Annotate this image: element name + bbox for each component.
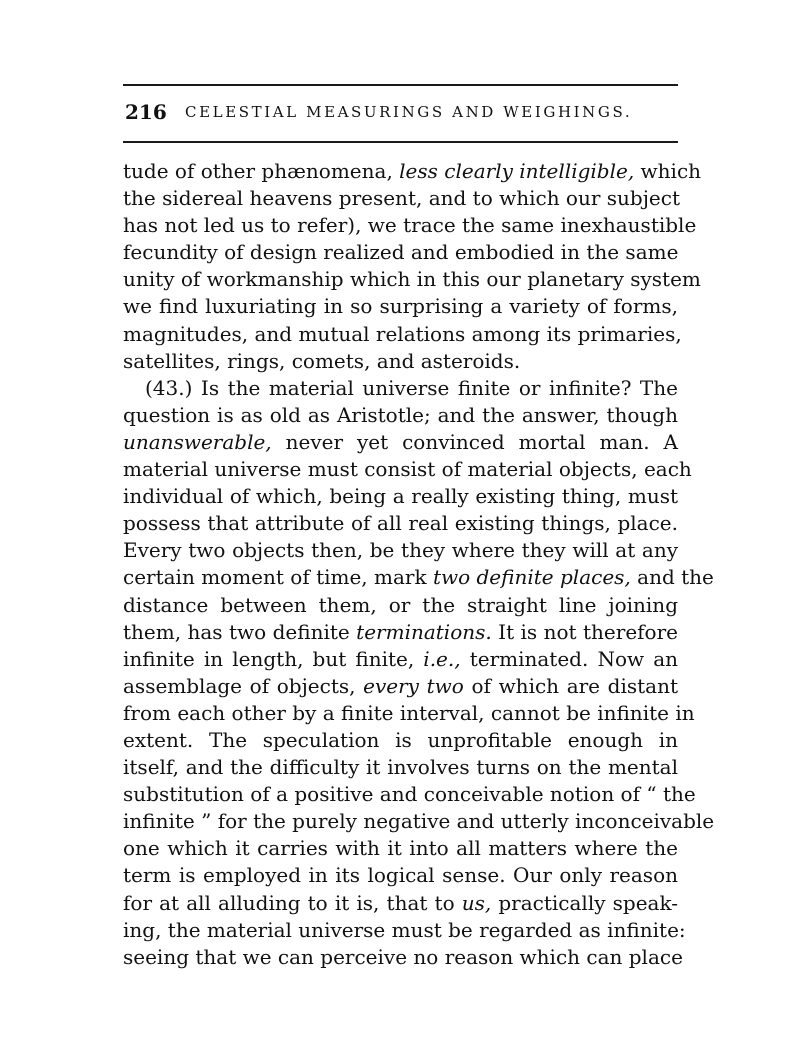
text-line: [123, 212, 697, 239]
text-segment: one which it carries with it into all matters where the: [123, 836, 678, 861]
text-line: [123, 944, 683, 971]
text-line: [123, 700, 695, 727]
text-line: [123, 239, 678, 266]
text-line: [123, 890, 678, 917]
text-line: [123, 158, 702, 185]
italic-text: i.e.,: [423, 646, 461, 671]
text-segment: possess that attribute of all real existing things, place.: [123, 511, 678, 536]
text-segment: distance between them, or the straight line joining: [123, 592, 678, 617]
italic-text: us,: [461, 890, 492, 915]
text-line: [123, 564, 714, 591]
text-segment: term is employed in its logical sense. Our only reason: [123, 863, 678, 888]
text-segment: has not led us to refer), we trace the same inexhaustible: [123, 213, 697, 238]
text-line: [123, 808, 715, 835]
text-segment: the sidereal heavens present, and to which our subject: [123, 186, 680, 211]
text-segment: fecundity of design realized and embodied in the same: [123, 240, 679, 265]
text-line: [123, 619, 678, 646]
text-line: [123, 673, 678, 700]
text-segment: question is as old as Aristotle; and the answer, though: [123, 402, 678, 427]
text-line: [123, 727, 678, 754]
text-segment: which: [634, 159, 702, 183]
text-segment: for at all alluding to it is, that to: [123, 890, 462, 915]
text-line: [123, 917, 686, 944]
text-segment: material universe must consist of material objects, each: [123, 457, 692, 482]
italic-text: less clearly intelligible,: [399, 159, 635, 183]
header-rule-bottom: [123, 141, 678, 143]
text-line: [123, 185, 678, 212]
text-segment: It is not therefore: [491, 619, 678, 644]
text-segment: ing, the material universe must be regarded as infinite:: [123, 917, 686, 942]
text-line: [123, 592, 678, 619]
text-segment: tude of other phænomena,: [123, 159, 400, 183]
text-segment: from each other by a finite interval, cannot be infinite in: [123, 700, 695, 725]
text-segment: seeing that we can perceive no reason which can place: [123, 944, 683, 969]
running-header: [123, 100, 678, 128]
header-rule-top: [123, 84, 678, 86]
text-segment: infinite in length, but finite,: [123, 646, 424, 671]
text-line: [123, 646, 678, 673]
text-line: [123, 375, 678, 402]
text-segment: infinite ” for the purely negative and utterly inconceivable: [123, 809, 715, 834]
text-line: [123, 754, 678, 781]
body-text: [123, 158, 715, 971]
text-segment: extent. The speculation is unprofitable enough in: [123, 727, 678, 752]
text-segment: assemblage of objects,: [123, 673, 364, 698]
italic-text: unanswerable,: [123, 429, 272, 454]
text-segment: satellites, rings, comets, and asteroids.: [123, 348, 521, 373]
italic-text: terminations.: [356, 619, 492, 644]
text-line: [123, 862, 678, 889]
text-segment: unity of workmanship which in this our planetary system: [123, 267, 701, 292]
text-line: [123, 402, 678, 429]
text-segment: of which are distant: [463, 673, 678, 698]
text-line: [123, 293, 678, 320]
text-segment: substitution of a positive and conceivable notion of “ the: [123, 782, 696, 807]
text-line: [123, 483, 678, 510]
text-segment: certain moment of time, mark: [123, 565, 433, 590]
text-line: [123, 321, 682, 348]
text-segment: them, has two definite: [123, 619, 357, 644]
text-line: [123, 510, 678, 537]
text-line: [123, 348, 678, 375]
text-segment: (43.) Is the material universe finite or infinite? The: [145, 375, 678, 400]
italic-text: every two: [363, 673, 464, 698]
text-segment: individual of which, being a really existing thing, must: [123, 484, 678, 509]
text-segment: never yet convinced mortal man. A: [271, 429, 678, 454]
text-segment: Every two objects then, be they where they will at any: [123, 538, 678, 563]
text-line: [123, 537, 678, 564]
text-line: [123, 781, 696, 808]
italic-text: two definite places,: [432, 565, 631, 590]
text-segment: terminated. Now an: [460, 646, 678, 671]
text-line: [123, 266, 701, 293]
text-segment: we find luxuriating in so surprising a variety of forms,: [123, 294, 678, 319]
page-number: 216: [125, 100, 167, 124]
text-segment: practically speak-: [491, 890, 678, 915]
text-line: [123, 429, 678, 456]
text-segment: itself, and the difficulty it involves turns on the mental: [123, 755, 678, 780]
text-segment: magnitudes, and mutual relations among its primaries,: [123, 321, 682, 346]
text-line: [123, 456, 692, 483]
text-segment: and the: [630, 565, 714, 590]
running-title: CELESTIAL MEASURINGS AND WEIGHINGS.: [185, 103, 633, 121]
text-line: [123, 835, 678, 862]
